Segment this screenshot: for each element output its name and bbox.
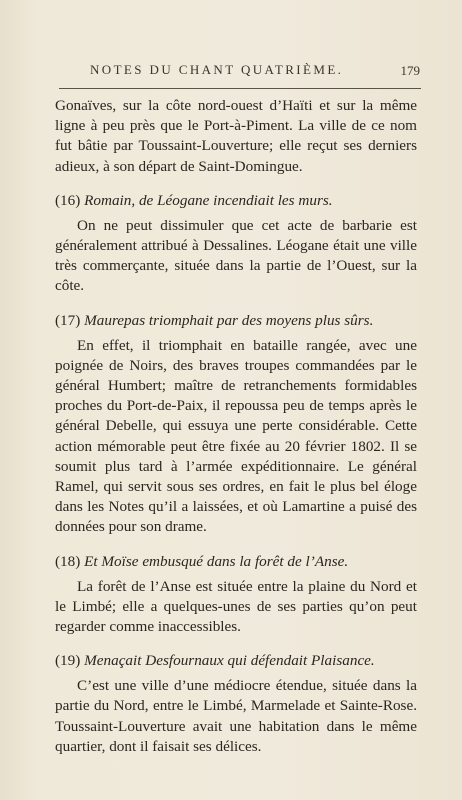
note-heading — [55, 191, 417, 211]
note-16 — [55, 191, 417, 297]
note-number: (16) — [55, 191, 81, 209]
note-text: On ne peut dissimuler que cet acte de barbarie est généralement attribué à Dessalines. Léogane était une ville très commerçante, située dans la partie de l’Ouest, sur la côte. — [55, 216, 417, 295]
note-title: Maurepas triomphait par des moyens plus sûrs. — [84, 311, 374, 329]
note-title: Romain, de Léogane incendiait les murs. — [84, 191, 333, 209]
intro-paragraph: Gonaïves, sur la côte nord-ouest d’Haïti et sur la même ligne à peu près que le Port-à-Piment. La ville de ce nom fut bâtie par Toussaint-Louverture; elle reçut ses derniers adieux, à son départ de Saint-Domingue. — [55, 97, 417, 175]
note-text: C’est une ville d’une médiocre étendue, située dans la partie du Nord, entre le Limbé, Marmelade et Sainte-Rose. Toussaint-Louverture avait une habitation dans le même quartier, dont il faisait ses délices. — [55, 677, 417, 755]
page-body — [55, 96, 417, 757]
note-title: Menaçait Desfournaux qui défendait Plaisance. — [84, 652, 375, 670]
note-title: Et Moïse embusqué dans la forêt de l’Anse. — [84, 552, 349, 570]
note-text: En effet, il triomphait en bataille rangée, avec une poignée de Noirs, des braves troupes commandées par le général Humbert; maître de retranchements formidables proches du Port-de-Paix, il repoussa peu de temps après le général Debelle, qui essuya une perte considérable. Cette action mémorable peut être fixée au 20 février 1802. Il se soumit plus tard à l’armée expéditionnaire. Le général Ramel, qui servit sous ses ordres, en fait le plus bel éloge dans les Notes qu’il a laissées, et où Lamartine a puisé des données pour son drame. — [55, 336, 417, 536]
note-text: La forêt de l’Anse est située entre la plaine du Nord et le Limbé; elle a quelques-unes de ses parties qu’on peut regarder comme inaccessibles. — [55, 577, 417, 636]
header-rule — [59, 88, 421, 89]
note-number: (17) — [55, 311, 81, 329]
note-heading — [55, 651, 417, 671]
page-number: 179 — [400, 63, 420, 78]
running-title: NOTES DU CHANT QUATRIÈME. — [90, 62, 344, 77]
note-17 — [55, 311, 417, 538]
note-number: (18) — [55, 552, 81, 570]
note-number: (19) — [55, 652, 81, 670]
page-header — [60, 62, 420, 82]
note-18 — [55, 552, 417, 638]
note-19 — [55, 651, 417, 757]
note-heading — [55, 552, 417, 572]
note-heading — [55, 311, 417, 331]
